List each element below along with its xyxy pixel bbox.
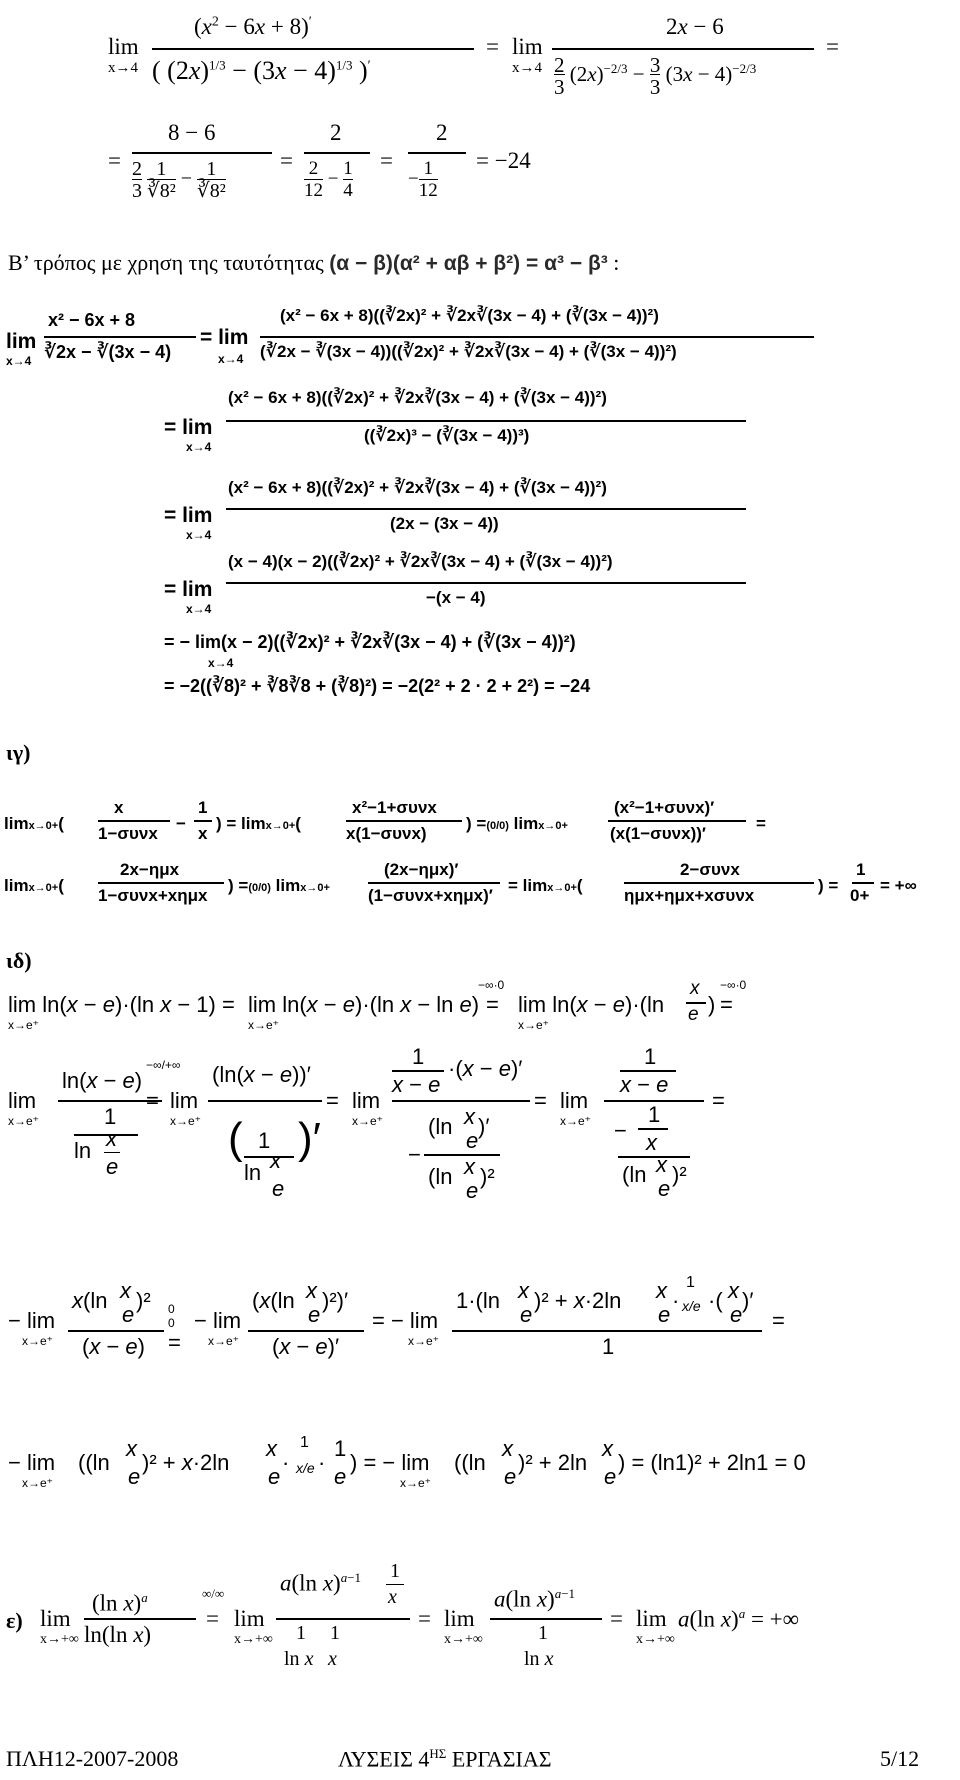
lim-symbol: lim (512, 34, 543, 59)
footer-center-main: ΛΥΣΕΙΣ 4 (338, 1746, 430, 1772)
frac2-denominator: 2 3 $(2x)^{-2/3} - 3$ 3 $(3x - 4)^{-2/3}$ (554, 53, 757, 99)
lim-symbol: lim (108, 34, 139, 59)
label-e: ε) (6, 1608, 23, 1633)
part-b-line2: = lim x→4 (x² − 6x + 8)((∛2x)² + ∛2x∛(3x − 4) + (∛(3x − 4))²) ((∛2x)³ − (∛(3x − 4))³) (164, 386, 764, 466)
part-e-line: lim x→+∞ (ln x)$^a$ ln(ln x) ∞/∞ = lim x→+∞ a(ln x)$^{a-1}$ 1 x 1 1 ln x x = lim x→+∞ a(ln x)$^{a-1}$ 1 ln x = lim x→+∞ a(ln x)$^a$ = +∞ (40, 1560, 800, 1670)
part-ig-line1: limx→0+( x 1−συνx − 1 x ) = limx→0+( x²−1+συνx x(1−συνx) ) =(0/0) limx→0+ (x²−1+συνx)′ (x(1−συνx))′ = (4, 798, 766, 843)
intro-text: Β’ τρόπος με χρηση της ταυτότητας (8, 250, 324, 275)
label-ig: ιγ) (6, 740, 31, 765)
lim-sub: x→4 (108, 60, 138, 76)
equals: = (826, 34, 839, 59)
footer-center-end: ΕΡΓΑΣΙΑΣ (446, 1746, 552, 1772)
frac1-numerator: $(x^2 - 6x + 8)'$ (194, 14, 312, 39)
part-id-line3: − lim x→e⁺ x(ln x e )² (x − e) 0 0 = − lim x→e⁺ (x(ln x e )²)′ (x − e)′ = − lim x→e⁺ 1·(ln x e )² + x·2ln x e · 1 x/e ·( x e )′ 1 = (8, 1274, 785, 1359)
frac2-bar (552, 48, 814, 50)
part-b-line3: = lim x→4 (x² − 6x + 8)((∛2x)² + ∛2x∛(3x − 4) + (∛(3x − 4))²) (2x − (3x − 4)) (164, 478, 764, 548)
footer-right: 5/12 (880, 1746, 920, 1771)
label-id: ιδ) (6, 948, 32, 973)
part-a-line1 (108, 10, 908, 110)
part-b-line4: = lim x→4 (x − 4)(x − 2)((∛2x)² + ∛2x∛(3x − 4) + (∛(3x − 4))²) −(x − 4) (164, 552, 764, 622)
intro-colon: : (613, 250, 620, 275)
part-b-line1: lim x→4 x² − 6x + 8 ∛2x − ∛(3x − 4) = lim x→4 (x² − 6x + 8)((∛2x)² + ∛2x∛(3x − 4) + (∛(3x − 4))²) (∛2x − ∛(3x − 4))((∛2x)² + ∛2x∛(3x − 4) + (∛(3x − 4))²) (4, 306, 824, 380)
footer-center-sup: ΗΣ (429, 1746, 447, 1761)
part-b-line6: = −2((∛8)² + ∛8∛8 + (∛8)²) = −2(2² + 2 · 2 + 2²) = −24 (164, 676, 591, 696)
part-id-line4: − lim x→e⁺ ((ln x e )² + x·2ln x e · 1 x/e · 1 e ) = − lim x→e⁺ ((ln x e )² + 2ln x e ) = (ln1)² + 2ln1 = 0 (8, 1434, 806, 1490)
frac2-numerator: 2x − 6 (666, 14, 724, 39)
part-id-line1: lim ln(x − e)·(ln x − 1) = x→e⁺ lim ln(x − e)·(ln x − ln e) x→e⁺ −∞·0 = lim ln(x − e)·(ln x→e⁺ x e ) −∞·0 = (8, 978, 747, 1032)
part-b-intro (8, 250, 619, 276)
part-ig-line2: limx→0+( 2x−ημx 1−συνx+xημx ) =(0/0) limx→0+ (2x−ημx)′ (1−συνx+xημx)′ = limx→0+( 2−συνx ημx+ημx+xσυνx ) = 1 0+ = +∞ (4, 860, 917, 905)
part-b-line5: = − lim(x − 2)((∛2x)² + ∛2x∛(3x − 4) + (∛(3x − 4))²) x→4 (164, 632, 576, 670)
footer-left: ΠΛΗ12-2007-2008 (6, 1746, 179, 1771)
equals: = (486, 34, 499, 59)
lim-sub: x→4 (512, 60, 542, 76)
frac1-bar (152, 48, 474, 50)
frac1-denominator: ( $(2x)^{1/3} - (3x - 4)^{1/3}$ )′ (152, 56, 371, 85)
part-id-line2: lim x→e⁺ ln(x − e) 1 ln x e −∞/+∞ = lim x→e⁺ (ln(x − e))′ ( 1 ln x e )′ = lim x→e⁺ 1 x − e ·(x − e)′ (ln x e )′ − (ln x e )² = lim x→e⁺ 1 x − e 1 − x (ln x e )² = (8, 1044, 725, 1203)
part-a-line2: = 8 − 6 2 3 1 ∛8² − 1 ∛8² = 2 2 12 − 1 4 = 2 − 1 12 = −24 (108, 120, 531, 202)
footer-center (338, 1746, 552, 1772)
identity-formula: (α − β)(α² + αβ + β²) = α³ − β³ (329, 252, 608, 275)
